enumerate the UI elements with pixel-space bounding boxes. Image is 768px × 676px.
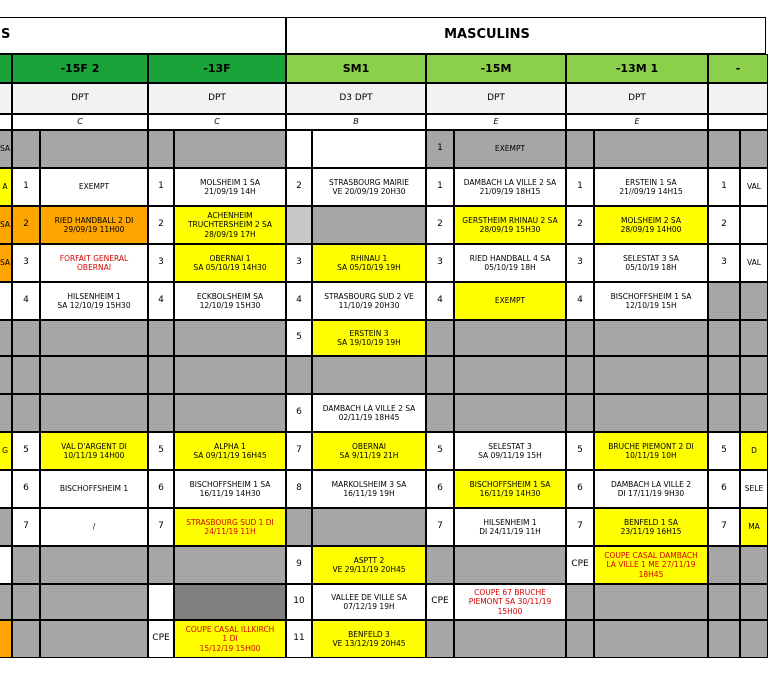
match-cell: MOLSHEIM 1 SA 21/09/19 14H — [174, 168, 286, 206]
match-number — [12, 620, 40, 658]
match-cell — [174, 320, 286, 356]
match-cell: STRASBOURG MAIRIE VE 20/09/19 20H30 — [312, 168, 426, 206]
match-number: 5 — [566, 432, 594, 470]
match-number: 1 — [426, 168, 454, 206]
match-number: 2 — [286, 168, 312, 206]
match-number — [148, 320, 174, 356]
match-number — [12, 546, 40, 584]
column-category — [0, 54, 12, 83]
match-cell: FORFAIT GENERAL OBERNAI — [40, 244, 148, 282]
match-number: 5 — [426, 432, 454, 470]
match-number: 3 — [148, 244, 174, 282]
match-cell: MOLSHEIM 2 SA 28/09/19 14H00 — [594, 206, 708, 244]
match-cell: SELESTAT 3 SA 09/11/19 15H — [454, 432, 566, 470]
match-number: 2 — [12, 206, 40, 244]
match-cell — [40, 584, 148, 620]
match-cell: BENFELD 1 SA 23/11/19 16H15 — [594, 508, 708, 546]
match-cell: STRASBOURG SUD 2 VE 11/10/19 20H30 — [312, 282, 426, 320]
match-cell: ECKBOLSHEIM SA 12/10/19 15H30 — [174, 282, 286, 320]
match-number — [708, 620, 740, 658]
match-cell: BISCHOFFSHEIM 1 SA 16/11/19 14H30 — [174, 470, 286, 508]
column-group — [708, 114, 768, 130]
match-cell — [594, 620, 708, 658]
column-group: E — [426, 114, 566, 130]
match-cell: BRUCHE PIEMONT 2 DI 10/11/19 10H — [594, 432, 708, 470]
match-number: 9 — [286, 546, 312, 584]
match-number: 7 — [708, 508, 740, 546]
match-number — [426, 320, 454, 356]
match-cell — [312, 130, 426, 168]
match-cell: MA — [740, 508, 768, 546]
match-number: 6 — [426, 470, 454, 508]
partial-cell — [0, 620, 12, 658]
match-cell: SELESTAT 3 SA 05/10/19 18H — [594, 244, 708, 282]
match-number — [12, 356, 40, 394]
match-number: 6 — [286, 394, 312, 432]
match-cell: OBERNAI 1 SA 05/10/19 14H30 — [174, 244, 286, 282]
match-number — [566, 394, 594, 432]
match-cell: / — [40, 508, 148, 546]
match-number — [286, 356, 312, 394]
match-cell — [594, 584, 708, 620]
match-cell — [740, 282, 768, 320]
match-cell: COUPE 67 BRUCHE PIEMONT SA 30/11/19 15H00 — [454, 584, 566, 620]
match-number — [286, 130, 312, 168]
match-cell: D — [740, 432, 768, 470]
column-category: -13M 1 — [566, 54, 708, 83]
match-cell — [312, 508, 426, 546]
column-group: C — [148, 114, 286, 130]
partial-cell — [0, 282, 12, 320]
match-number: 6 — [708, 470, 740, 508]
match-cell: BISCHOFFSHEIM 1 SA 16/11/19 14H30 — [454, 470, 566, 508]
match-number — [708, 320, 740, 356]
section-header-left: S — [0, 17, 286, 54]
match-number: CPE — [566, 546, 594, 584]
column-level — [708, 83, 768, 114]
partial-cell — [0, 470, 12, 508]
column-category: SM1 — [286, 54, 426, 83]
match-number: 1 — [566, 168, 594, 206]
match-number: 7 — [286, 432, 312, 470]
column-group: E — [566, 114, 708, 130]
match-cell: VAL — [740, 244, 768, 282]
match-number — [708, 282, 740, 320]
match-cell: COUPE CASAL ILLKIRCH 1 DI 15/12/19 15H00 — [174, 620, 286, 658]
match-cell: BENFELD 3 VE 13/12/19 20H45 — [312, 620, 426, 658]
match-cell: HILSENHEIM 1 SA 12/10/19 15H30 — [40, 282, 148, 320]
match-cell: RIED HANDBALL 2 DI 29/09/19 11H00 — [40, 206, 148, 244]
match-cell — [174, 130, 286, 168]
match-cell: VAL D'ARGENT DI 10/11/19 14H00 — [40, 432, 148, 470]
column-category: -13F — [148, 54, 286, 83]
match-cell — [40, 620, 148, 658]
partial-cell — [0, 546, 12, 584]
match-number: 7 — [426, 508, 454, 546]
match-number: 2 — [566, 206, 594, 244]
match-number — [148, 584, 174, 620]
match-number — [426, 356, 454, 394]
match-number — [566, 320, 594, 356]
match-number — [566, 356, 594, 394]
match-number: 2 — [426, 206, 454, 244]
column-level: DPT — [426, 83, 566, 114]
match-cell — [454, 394, 566, 432]
match-cell — [740, 356, 768, 394]
match-cell — [594, 394, 708, 432]
match-number: 4 — [566, 282, 594, 320]
match-number — [708, 584, 740, 620]
match-number: 1 — [148, 168, 174, 206]
match-number: 3 — [708, 244, 740, 282]
match-number: 6 — [566, 470, 594, 508]
column-level: D3 DPT — [286, 83, 426, 114]
match-number: 4 — [286, 282, 312, 320]
partial-cell — [0, 508, 12, 546]
match-cell: GERSTHEIM RHINAU 2 SA 28/09/19 15H30 — [454, 206, 566, 244]
match-cell — [594, 356, 708, 394]
match-cell: DAMBACH LA VILLE 2 SA 21/09/19 18H15 — [454, 168, 566, 206]
partial-cell — [0, 584, 12, 620]
match-number: 7 — [566, 508, 594, 546]
match-number: 1 — [708, 168, 740, 206]
match-number — [286, 206, 312, 244]
match-cell: OBERNAI SA 9/11/19 21H — [312, 432, 426, 470]
match-cell: EXEMPT — [454, 130, 566, 168]
match-number — [708, 394, 740, 432]
match-number: 4 — [12, 282, 40, 320]
match-number — [148, 394, 174, 432]
match-number: 11 — [286, 620, 312, 658]
match-number: 5 — [708, 432, 740, 470]
match-number — [12, 394, 40, 432]
match-number: 4 — [426, 282, 454, 320]
match-number: CPE — [148, 620, 174, 658]
match-number: 3 — [286, 244, 312, 282]
partial-cell: SA — [0, 206, 12, 244]
partial-cell — [0, 320, 12, 356]
match-cell: COUPE CASAL DAMBACH LA VILLE 1 ME 27/11/19 18H45 — [594, 546, 708, 584]
match-cell: BISCHOFFSHEIM 1 — [40, 470, 148, 508]
column-level: DPT — [12, 83, 148, 114]
match-number: 5 — [286, 320, 312, 356]
match-cell — [454, 546, 566, 584]
match-number — [148, 130, 174, 168]
match-cell — [740, 206, 768, 244]
match-cell — [594, 320, 708, 356]
match-cell — [174, 394, 286, 432]
partial-cell: SA — [0, 130, 12, 168]
match-number: 1 — [426, 130, 454, 168]
match-number: 3 — [12, 244, 40, 282]
match-cell: ERSTEIN 3 SA 19/10/19 19H — [312, 320, 426, 356]
match-number: 3 — [566, 244, 594, 282]
match-cell: RHINAU 1 SA 05/10/19 19H — [312, 244, 426, 282]
match-number — [708, 546, 740, 584]
match-cell — [740, 546, 768, 584]
match-cell — [312, 356, 426, 394]
match-cell — [740, 394, 768, 432]
match-cell: RIED HANDBALL 4 SA 05/10/19 18H — [454, 244, 566, 282]
match-number — [566, 130, 594, 168]
match-cell — [40, 546, 148, 584]
match-number: 7 — [148, 508, 174, 546]
match-cell — [174, 584, 286, 620]
match-cell — [454, 620, 566, 658]
column-category: -15F 2 — [12, 54, 148, 83]
match-cell: DAMBACH LA VILLE 2 DI 17/11/19 9H30 — [594, 470, 708, 508]
column-level: DPT — [566, 83, 708, 114]
match-number — [566, 584, 594, 620]
match-number — [148, 356, 174, 394]
column-group: C — [12, 114, 148, 130]
partial-cell — [0, 394, 12, 432]
match-cell: BISCHOFFSHEIM 1 SA 12/10/19 15H — [594, 282, 708, 320]
match-number — [12, 584, 40, 620]
match-number: 4 — [148, 282, 174, 320]
match-number: 1 — [12, 168, 40, 206]
match-cell: ACHENHEIM TRUCHTERSHEIM 2 SA 28/09/19 17H — [174, 206, 286, 244]
section-header-masculins: MASCULINS — [286, 17, 766, 54]
match-number: 8 — [286, 470, 312, 508]
match-number — [286, 508, 312, 546]
partial-cell: SA — [0, 244, 12, 282]
match-cell — [174, 356, 286, 394]
match-cell — [594, 130, 708, 168]
match-cell — [174, 546, 286, 584]
column-category: -15M — [426, 54, 566, 83]
match-cell: ALPHA 1 SA 09/11/19 16H45 — [174, 432, 286, 470]
match-cell — [740, 584, 768, 620]
match-number — [566, 620, 594, 658]
match-number: CPE — [426, 584, 454, 620]
match-number: 10 — [286, 584, 312, 620]
match-cell — [740, 620, 768, 658]
match-number — [148, 546, 174, 584]
column-level: DPT — [148, 83, 286, 114]
match-number: 3 — [426, 244, 454, 282]
match-number: 6 — [148, 470, 174, 508]
match-cell: VAL — [740, 168, 768, 206]
match-number: 2 — [148, 206, 174, 244]
column-category: - — [708, 54, 768, 83]
partial-cell — [0, 356, 12, 394]
match-cell: ERSTEIN 1 SA 21//09/19 14H15 — [594, 168, 708, 206]
partial-cell: A — [0, 168, 12, 206]
match-number — [708, 356, 740, 394]
match-number — [708, 130, 740, 168]
match-cell — [40, 394, 148, 432]
match-cell — [40, 356, 148, 394]
match-cell: EXEMPT — [454, 282, 566, 320]
match-number: 7 — [12, 508, 40, 546]
match-cell: STRASBOURG SUD 1 DI 24/11/19 11H — [174, 508, 286, 546]
match-cell — [454, 356, 566, 394]
match-number: 6 — [12, 470, 40, 508]
match-cell — [740, 320, 768, 356]
match-cell: ASPTT 2 VE 29/11/19 20H45 — [312, 546, 426, 584]
match-number: 5 — [12, 432, 40, 470]
match-cell: DAMBACH LA VILLE 2 SA 02/11/19 18H45 — [312, 394, 426, 432]
match-number: 2 — [708, 206, 740, 244]
partial-cell: G — [0, 432, 12, 470]
match-cell: VALLEE DE VILLE SA 07/12/19 19H — [312, 584, 426, 620]
match-cell: MARKOLSHEIM 3 SA 16/11/19 19H — [312, 470, 426, 508]
column-group — [0, 114, 12, 130]
match-cell: HILSENHEIM 1 DI 24/11/19 11H — [454, 508, 566, 546]
match-number — [426, 620, 454, 658]
match-number — [12, 320, 40, 356]
match-number — [426, 394, 454, 432]
match-cell — [40, 130, 148, 168]
column-group: B — [286, 114, 426, 130]
match-number — [426, 546, 454, 584]
match-number: 5 — [148, 432, 174, 470]
match-cell — [740, 130, 768, 168]
match-number — [12, 130, 40, 168]
match-cell — [312, 206, 426, 244]
match-cell — [40, 320, 148, 356]
match-cell: EXEMPT — [40, 168, 148, 206]
match-cell: SELE — [740, 470, 768, 508]
match-cell — [454, 320, 566, 356]
column-level — [0, 83, 12, 114]
